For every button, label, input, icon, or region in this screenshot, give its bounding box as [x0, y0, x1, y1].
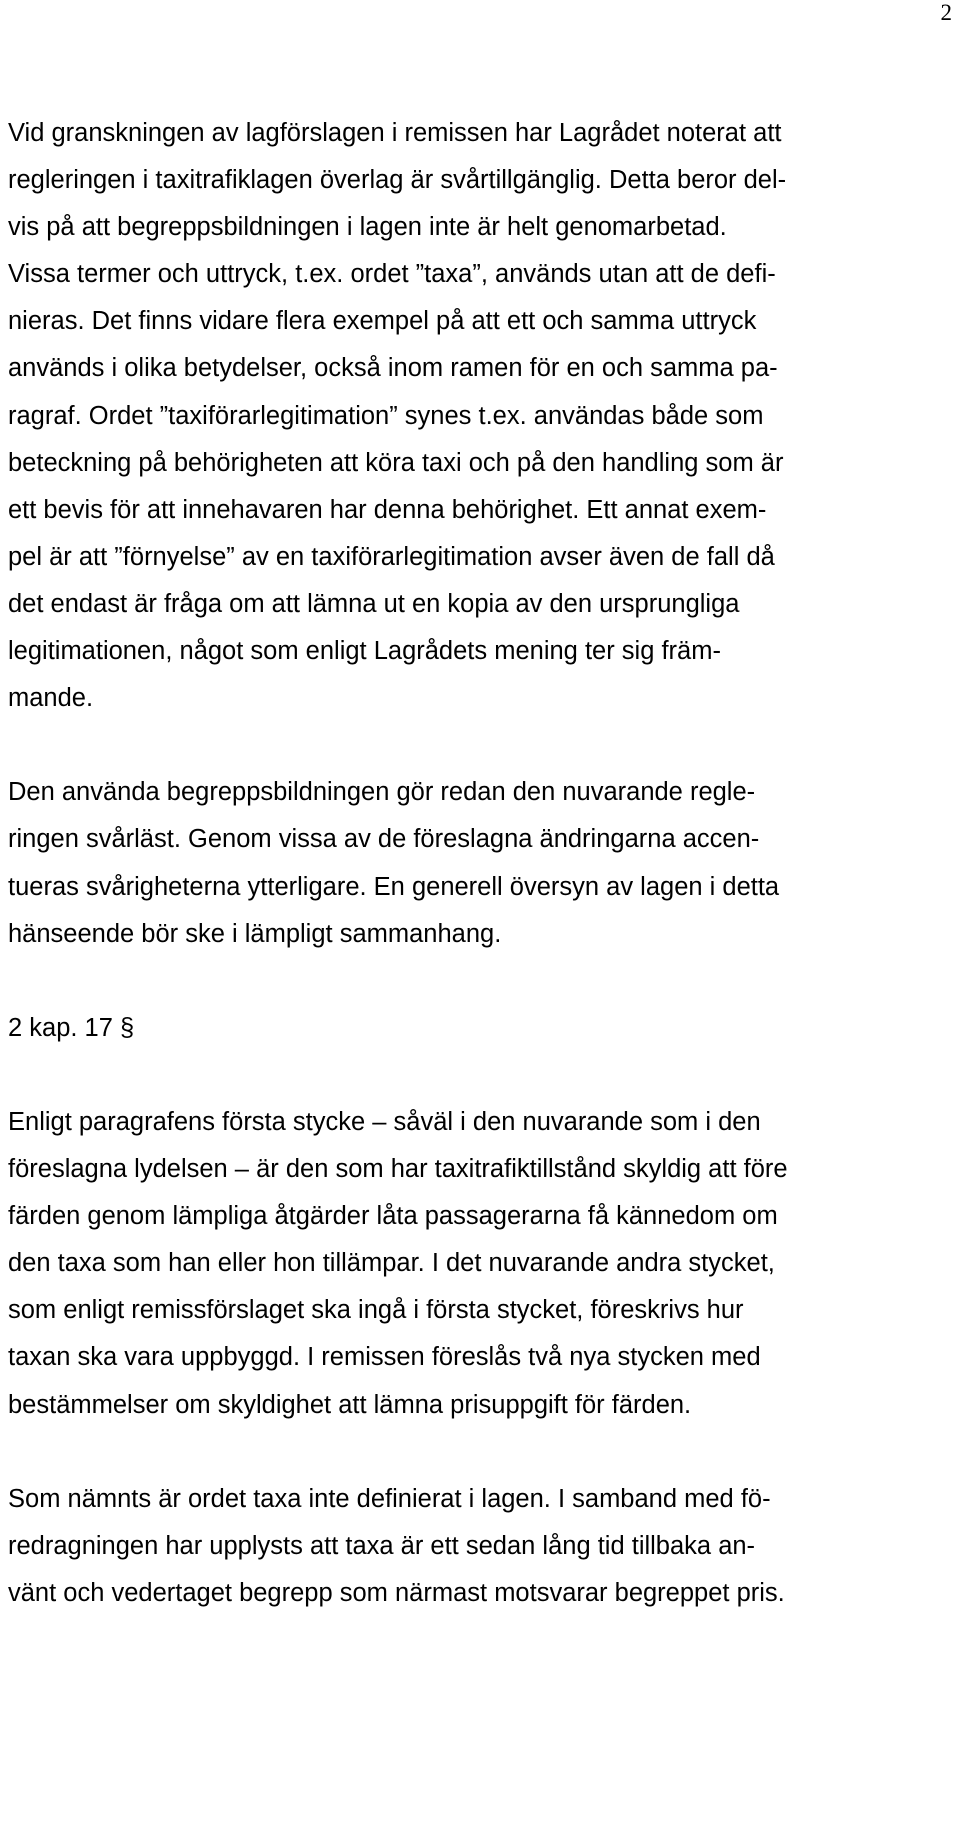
text-line: föreslagna lydelsen – är den som har taxitrafiktillstånd skyldig att före	[8, 1155, 788, 1184]
text-line: beteckning på behörigheten att köra taxi och på den handling som är	[8, 448, 784, 477]
text-line: ringen svårläst. Genom vissa av de föreslagna ändringarna accen-	[8, 825, 760, 854]
section-heading	[8, 1005, 952, 1052]
text-line: används i olika betydelser, också inom ramen för en och samma pa-	[8, 354, 778, 383]
text-line: ragraf. Ordet ”taxiförarlegitimation” synes t.ex. användas både som	[8, 401, 764, 430]
text-line: tueras svårigheterna ytterligare. En generell översyn av lagen i detta	[8, 872, 780, 901]
text-line: Den använda begreppsbildningen gör redan den nuvarande regle-	[8, 778, 756, 807]
paragraph-2	[8, 769, 952, 957]
paragraph-spacer	[8, 722, 952, 769]
paragraph-4	[8, 1476, 952, 1617]
text-line: ett bevis för att innehavaren har denna behörighet. Ett annat exem-	[8, 495, 767, 524]
paragraph-1	[8, 110, 952, 722]
text-line: som enligt remissförslaget ska ingå i första stycket, föreskrivs hur	[8, 1296, 744, 1325]
text-line: redragningen har upplysts att taxa är ett sedan lång tid tillbaka an-	[8, 1531, 756, 1560]
text-line: färden genom lämpliga åtgärder låta passagerarna få kännedom om	[8, 1202, 778, 1231]
paragraph-3	[8, 1099, 952, 1429]
page-number: 2	[940, 0, 952, 25]
text-line: den taxa som han eller hon tillämpar. I det nuvarande andra stycket,	[8, 1249, 775, 1278]
document-body	[8, 110, 952, 1617]
text-line: bestämmelser om skyldighet att lämna prisuppgift för färden.	[8, 1390, 692, 1419]
text-line: Enligt paragrafens första stycke – såväl i den nuvarande som i den	[8, 1107, 761, 1136]
text-line: vis på att begreppsbildningen i lagen inte är helt genomarbetad.	[8, 213, 727, 242]
text-line: legitimationen, något som enligt Lagrådets mening ter sig främ-	[8, 637, 721, 666]
text-line: vänt och vedertaget begrepp som närmast motsvarar begreppet pris.	[8, 1578, 785, 1607]
text-line: Som nämnts är ordet taxa inte definierat i lagen. I samband med fö-	[8, 1484, 771, 1513]
text-line: mande.	[8, 684, 94, 713]
text-line: Vissa termer och uttryck, t.ex. ordet ”taxa”, används utan att de defi-	[8, 260, 776, 289]
text-line: Vid granskningen av lagförslagen i remissen har Lagrådet noterat att	[8, 119, 782, 147]
paragraph-spacer	[8, 958, 952, 1005]
text-line: pel är att ”förnyelse” av en taxiförarlegitimation avser även de fall då	[8, 542, 775, 571]
text-line: det endast är fråga om att lämna ut en kopia av den ursprungliga	[8, 589, 740, 618]
paragraph-spacer	[8, 1052, 952, 1099]
paragraph-spacer	[8, 1429, 952, 1476]
text-line: nieras. Det finns vidare flera exempel på att ett och samma uttryck	[8, 307, 757, 336]
text-line: regleringen i taxitrafiklagen överlag är svårtillgänglig. Detta beror del-	[8, 166, 787, 195]
text-line: hänseende bör ske i lämpligt sammanhang.	[8, 919, 502, 948]
text-line: taxan ska vara uppbyggd. I remissen föreslås två nya stycken med	[8, 1343, 761, 1372]
section-heading-text: 2 kap. 17 §	[8, 1013, 135, 1042]
